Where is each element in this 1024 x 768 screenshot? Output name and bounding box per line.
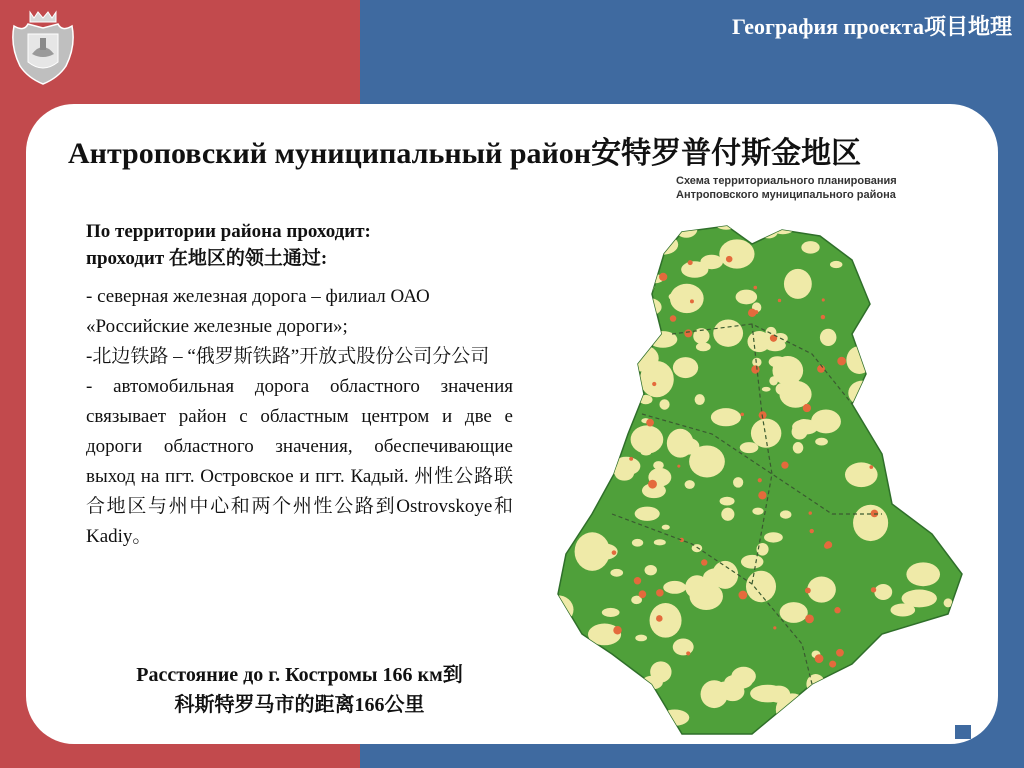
map-open-land-patch [713, 320, 743, 347]
map-open-land-patch [870, 342, 890, 358]
map-open-land-patch [660, 709, 689, 725]
map-settlement-marker [646, 300, 650, 304]
map-open-land-patch [661, 214, 682, 224]
map-open-land-patch [685, 480, 695, 489]
map-settlement-marker [686, 651, 690, 655]
map-open-land-patch [669, 293, 681, 301]
paragraph-road: - автомобильная дорога областного значения связывает район с областным центром и две е дороги областного значения, обеспечивающие выход на пгт. Островское и пгт. Кадый. 州性公路联合地区与州中心和两个州性公路到Ostrovskoye和 Kadiy。 [86, 376, 513, 547]
map-settlement-marker [625, 332, 633, 340]
map-settlement-marker [618, 664, 622, 668]
map-open-land-patch [917, 231, 931, 246]
map-settlement-marker [805, 588, 811, 594]
map-caption-line: Антроповского муниципального района [676, 189, 896, 201]
map-open-land-patch [930, 447, 950, 458]
map-open-land-patch [595, 398, 629, 430]
map-open-land-patch [635, 298, 662, 316]
map-open-land-patch [589, 680, 616, 701]
map-open-land-patch [820, 329, 837, 346]
distance-note [86, 660, 513, 720]
map-settlement-marker [701, 559, 707, 565]
map-open-land-patch [721, 682, 745, 701]
map-open-land-patch [554, 630, 563, 637]
map-open-land-patch [576, 327, 588, 337]
map-open-land-patch [631, 425, 664, 453]
map-open-land-patch [552, 373, 561, 390]
map-open-land-patch [580, 286, 592, 294]
map-settlement-marker [869, 465, 873, 469]
map-settlement-marker [837, 357, 846, 366]
map-open-land-patch [663, 581, 686, 594]
map-open-land-patch [733, 477, 743, 487]
page-title: Антроповский муниципальный район安特罗普付斯金地区 [68, 137, 862, 170]
map-open-land-patch [928, 659, 954, 681]
map-settlement-marker [871, 587, 876, 592]
map-settlement-marker [652, 382, 656, 386]
map-settlement-marker [829, 661, 836, 668]
map-settlement-marker [688, 260, 693, 265]
map-open-land-patch [902, 590, 937, 608]
map-open-land-patch [553, 380, 571, 391]
map-open-land-patch [797, 419, 810, 428]
map-open-land-patch [650, 603, 682, 638]
map-open-land-patch [890, 432, 905, 444]
map-open-land-patch [887, 410, 908, 423]
map-settlement-marker [879, 297, 885, 303]
map-settlement-marker [684, 329, 692, 337]
district-map [552, 214, 972, 744]
map-open-land-patch [906, 562, 940, 586]
header-title: География проекта项目地理 [731, 14, 1012, 39]
map-open-land-patch [746, 571, 776, 603]
map-open-land-patch [552, 500, 578, 525]
map-open-land-patch [552, 387, 571, 401]
map-settlement-marker [773, 626, 776, 629]
map-open-land-patch [597, 272, 610, 282]
map-open-land-patch [648, 235, 678, 255]
map-open-land-patch [780, 602, 808, 623]
map-settlement-marker [629, 457, 633, 461]
map-settlement-marker [677, 465, 680, 468]
map-open-land-patch [632, 539, 643, 547]
map-open-land-patch [613, 730, 633, 743]
map-open-land-patch [580, 246, 593, 255]
map-settlement-marker [646, 419, 654, 427]
map-open-land-patch [552, 724, 566, 741]
lead-text [86, 218, 513, 272]
map-open-land-patch [721, 508, 734, 521]
map-open-land-patch [602, 608, 620, 617]
map-settlement-marker [778, 299, 781, 302]
map-open-land-patch [695, 394, 705, 405]
map-settlement-marker [726, 256, 732, 262]
map-caption [676, 174, 897, 202]
map-open-land-patch [690, 583, 723, 610]
map-open-land-patch [806, 674, 825, 694]
map-open-land-patch [813, 421, 824, 427]
map-open-land-patch [552, 219, 562, 228]
map-open-land-patch [635, 507, 660, 521]
map-open-land-patch [576, 295, 587, 304]
map-open-land-patch [681, 261, 708, 278]
map-settlement-marker [860, 683, 866, 689]
map-open-land-patch [624, 345, 659, 372]
map-open-land-patch [645, 235, 663, 248]
map-open-land-patch [815, 438, 828, 446]
map-settlement-marker [834, 607, 840, 613]
map-settlement-marker [690, 299, 694, 303]
map-open-land-patch [772, 356, 803, 385]
map-settlement-marker [659, 273, 667, 281]
map-open-land-patch [575, 532, 610, 571]
map-settlement-marker [656, 615, 663, 622]
map-open-land-patch [937, 363, 964, 388]
map-open-land-patch [659, 399, 669, 409]
map-open-land-patch [764, 532, 783, 542]
map-open-land-patch [848, 381, 876, 406]
map-settlement-marker [610, 462, 615, 467]
map-open-land-patch [874, 584, 892, 600]
lead-line: проходит 在地区的领土通过: [86, 248, 328, 269]
map-open-land-patch [597, 657, 619, 679]
map-settlement-marker [805, 614, 814, 623]
map-settlement-marker [751, 365, 759, 373]
map-settlement-marker [670, 315, 676, 321]
map-open-land-patch [552, 507, 569, 533]
paragraph-railway-ru: - северная железная дорога – филиал ОАО «Российские железные дороги»; [86, 286, 430, 337]
distance-line: Расстояние до г. Костромы 166 км到 [136, 664, 463, 686]
map-open-land-patch [751, 419, 781, 448]
map-open-land-patch [645, 565, 657, 575]
map-settlement-marker [758, 478, 762, 482]
map-open-land-patch [605, 298, 613, 305]
map-open-land-patch [801, 241, 819, 253]
map-open-land-patch [654, 539, 666, 545]
map-open-land-patch [635, 635, 647, 642]
map-settlement-marker [612, 550, 617, 555]
map-settlement-marker [885, 438, 894, 447]
map-open-land-patch [563, 356, 585, 368]
map-open-land-patch [583, 423, 594, 432]
map-settlement-marker [648, 480, 657, 489]
map-settlement-marker [836, 649, 844, 657]
map-open-land-patch [711, 408, 741, 426]
map-open-land-patch [596, 343, 623, 359]
map-settlement-marker [803, 404, 811, 412]
map-settlement-marker [824, 543, 830, 549]
map-settlement-marker [639, 590, 647, 598]
map-settlement-marker [643, 335, 648, 340]
map-open-land-patch [950, 458, 972, 477]
map-open-land-patch [793, 442, 804, 453]
map-open-land-patch [752, 358, 761, 367]
map-open-land-patch [552, 276, 567, 290]
map-open-land-patch [696, 342, 711, 351]
map-settlement-marker [740, 413, 744, 417]
map-open-land-patch [951, 640, 972, 652]
map-open-land-patch [740, 442, 759, 453]
map-open-land-patch [784, 269, 812, 299]
map-open-land-patch [780, 510, 791, 518]
map-open-land-patch [673, 357, 698, 378]
map-settlement-marker [754, 310, 758, 314]
map-open-land-patch [762, 387, 771, 392]
map-settlement-marker [738, 591, 747, 600]
map-settlement-marker [815, 654, 824, 663]
lead-line: По территории района проходит: [86, 221, 371, 242]
map-open-land-patch [594, 384, 605, 392]
map-open-land-patch [776, 693, 809, 725]
map-open-land-patch [662, 525, 670, 530]
map-open-land-patch [752, 508, 763, 515]
map-open-land-patch [736, 290, 758, 305]
map-open-land-patch [719, 239, 754, 268]
map-settlement-marker [809, 511, 812, 514]
map-open-land-patch [554, 525, 574, 540]
map-open-land-patch [768, 726, 794, 744]
map-open-land-patch [891, 729, 920, 744]
map-open-land-patch [608, 724, 618, 734]
map-open-land-patch [741, 555, 763, 569]
map-settlement-marker [821, 315, 825, 319]
map-settlement-marker [883, 456, 892, 465]
map-settlement-marker [810, 529, 814, 533]
map-open-land-patch [689, 445, 725, 477]
description-block [86, 218, 513, 552]
map-open-land-patch [552, 539, 559, 545]
map-open-land-patch [853, 505, 888, 541]
coat-of-arms-icon [10, 8, 76, 86]
map-settlement-marker [822, 298, 825, 301]
map-open-land-patch [552, 283, 576, 309]
paragraph-railway-zh: -北边铁路 – “俄罗斯铁路”开放式股份公司分公司 [86, 346, 490, 367]
map-open-land-patch [607, 296, 623, 308]
map-open-land-patch [846, 346, 872, 374]
map-open-land-patch [667, 429, 694, 458]
map-open-land-patch [830, 261, 842, 268]
map-open-land-patch [896, 634, 917, 651]
map-open-land-patch [563, 251, 597, 286]
map-open-land-patch [650, 661, 671, 682]
corner-notch [955, 725, 971, 739]
map-settlement-marker [613, 626, 621, 634]
map-open-land-patch [626, 273, 654, 297]
map-open-land-patch [575, 431, 586, 441]
map-open-land-patch [807, 576, 836, 602]
map-open-land-patch [624, 717, 639, 732]
map-open-land-patch [575, 214, 598, 237]
map-settlement-marker [781, 461, 788, 468]
map-open-land-patch [646, 710, 661, 724]
map-open-land-patch [610, 569, 623, 577]
map-open-land-patch [653, 461, 664, 469]
map-open-land-patch [951, 632, 965, 642]
map-open-land-patch [673, 639, 694, 656]
map-open-land-patch [720, 497, 735, 506]
map-settlement-marker [758, 491, 766, 499]
map-caption-line: Схема территориального планирования [676, 175, 897, 187]
map-settlement-marker [656, 589, 664, 597]
map-settlement-marker [753, 286, 757, 290]
map-open-land-patch [580, 214, 602, 222]
distance-line: 科斯特罗马市的距离166公里 [174, 694, 425, 716]
map-settlement-marker [634, 577, 641, 584]
map-open-land-patch [779, 381, 811, 408]
